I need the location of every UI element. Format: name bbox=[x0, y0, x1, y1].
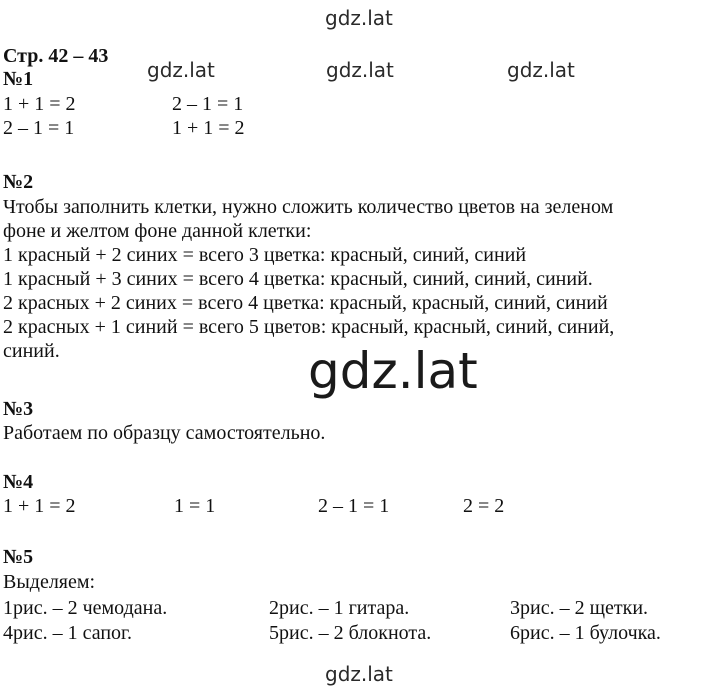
task-5-heading: №5 bbox=[3, 546, 34, 568]
task-2-line: синий. bbox=[3, 340, 60, 362]
task-5-answer: 2рис. – 1 гитара. bbox=[269, 597, 410, 619]
task-2-line: 1 красный + 3 синих = всего 4 цветка: красный, синий, синий, синий. bbox=[3, 268, 593, 290]
watermark-row-2: gdz.lat bbox=[326, 58, 394, 82]
task-4-expression: 1 + 1 = 2 bbox=[3, 495, 76, 517]
task-2-line: 2 красных + 1 синий = всего 5 цветов: красный, красный, синий, синий, bbox=[3, 316, 615, 338]
task-5-answer: 3рис. – 2 щетки. bbox=[510, 597, 649, 619]
task-1-expression: 1 + 1 = 2 bbox=[3, 93, 76, 115]
watermark-row-1: gdz.lat bbox=[147, 58, 215, 82]
task-2-heading: №2 bbox=[3, 171, 34, 193]
task-5-answer: 6рис. – 1 булочка. bbox=[510, 622, 661, 644]
task-2-line: Чтобы заполнить клетки, нужно сложить количество цветов на зеленом bbox=[3, 196, 614, 218]
task-1-expression: 1 + 1 = 2 bbox=[172, 117, 245, 139]
watermark-center: gdz.lat bbox=[308, 342, 478, 400]
task-4-heading: №4 bbox=[3, 471, 34, 493]
task-5-answer: 1рис. – 2 чемодана. bbox=[3, 597, 168, 619]
task-5-answer: 4рис. – 1 сапог. bbox=[3, 622, 132, 644]
task-4-expression: 2 = 2 bbox=[463, 495, 505, 517]
task-5-intro: Выделяем: bbox=[3, 571, 96, 593]
task-4-expression: 1 = 1 bbox=[174, 495, 216, 517]
watermark-bottom: gdz.lat bbox=[325, 662, 393, 686]
task-3-heading: №3 bbox=[3, 398, 34, 420]
page-range-heading: Стр. 42 – 43 bbox=[3, 45, 109, 67]
task-1-heading: №1 bbox=[3, 68, 34, 90]
task-3-text: Работаем по образцу самостоятельно. bbox=[3, 422, 326, 444]
task-2-line: 2 красных + 2 синих = всего 4 цветка: красный, красный, синий, синий bbox=[3, 292, 608, 314]
task-5-answer: 5рис. – 2 блокнота. bbox=[269, 622, 432, 644]
task-2-line: фоне и желтом фоне данной клетки: bbox=[3, 220, 312, 242]
task-1-expression: 2 – 1 = 1 bbox=[172, 93, 244, 115]
watermark-row-3: gdz.lat bbox=[507, 58, 575, 82]
task-2-line: 1 красный + 2 синих = всего 3 цветка: красный, синий, синий bbox=[3, 244, 527, 266]
watermark-top: gdz.lat bbox=[325, 6, 393, 30]
task-1-expression: 2 – 1 = 1 bbox=[3, 117, 75, 139]
task-4-expression: 2 – 1 = 1 bbox=[318, 495, 390, 517]
